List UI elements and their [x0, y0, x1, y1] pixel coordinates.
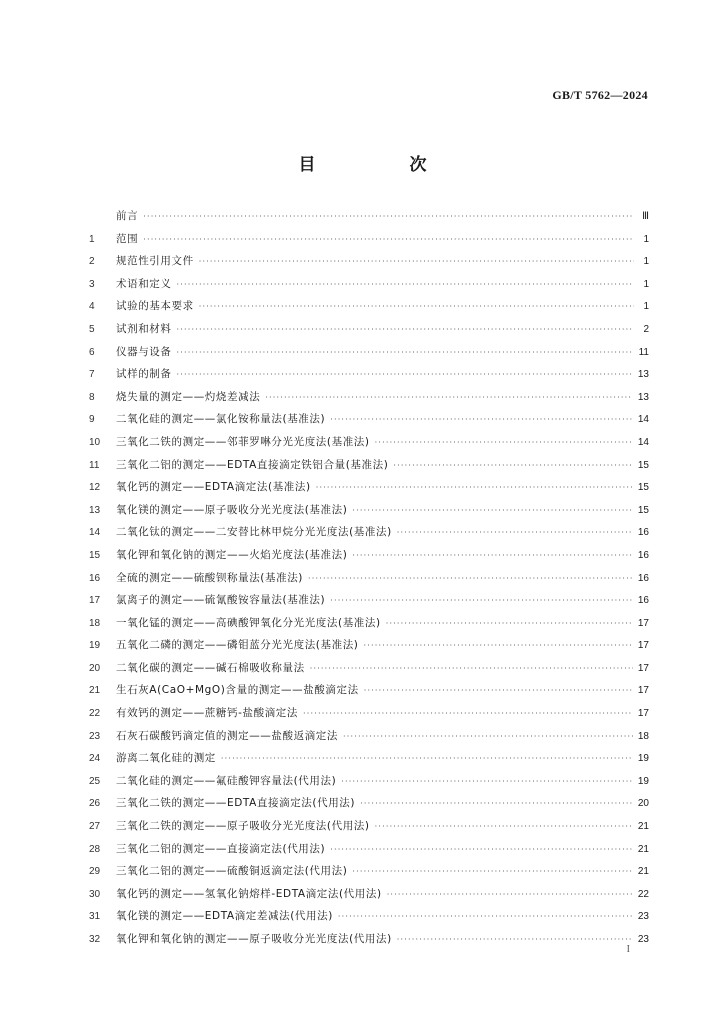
toc-entry-page: 16 — [637, 527, 649, 539]
toc-entry[interactable] — [89, 250, 649, 273]
toc-entry[interactable] — [89, 521, 649, 544]
toc-entry[interactable] — [89, 679, 649, 702]
toc-entry-page: 14 — [637, 414, 649, 426]
toc-entry-title: 三氧化二铁的测定——EDTA直接滴定法(代用法) — [116, 797, 356, 810]
toc-dot-leader — [310, 658, 633, 681]
toc-dot-leader — [352, 545, 632, 568]
toc-entry[interactable] — [89, 295, 649, 318]
toc-entry-title: 氧化钾和氧化钠的测定——原子吸收分光光度法(代用法) — [116, 933, 392, 945]
toc-entry[interactable] — [89, 612, 649, 635]
toc-dot-leader — [265, 387, 633, 410]
toc-entry-page: 1 — [643, 301, 649, 313]
toc-entry-number: 7 — [89, 369, 95, 381]
toc-entry-title: 术语和定义 — [116, 277, 172, 290]
toc-entry[interactable] — [89, 815, 649, 838]
toc-entry-page: 16 — [637, 572, 649, 584]
toc-entry-number: 15 — [89, 549, 101, 561]
toc-entry[interactable] — [89, 499, 649, 522]
toc-entry-page: 17 — [637, 617, 649, 629]
toc-entry-page: 11 — [638, 346, 649, 358]
toc-entry-title: 规范性引用文件 — [116, 255, 194, 268]
toc-dot-leader — [221, 748, 633, 771]
toc-entry-number: 6 — [89, 346, 95, 358]
toc-entry-number: 17 — [89, 595, 101, 607]
toc-dot-leader — [338, 906, 633, 929]
toc-entry-title: 氧化钾和氧化钠的测定——火焰光度法(基准法) — [116, 548, 348, 561]
toc-entry[interactable] — [89, 589, 649, 612]
toc-entry-page: 21 — [637, 843, 649, 855]
toc-entry-page: 1 — [643, 233, 649, 245]
toc-dot-leader — [177, 319, 635, 342]
toc-entry-title: 二氧化硅的测定——氯化铵称量法(基准法) — [116, 413, 326, 426]
toc-entry-page: 15 — [637, 504, 649, 516]
toc-entry-title: 氧化钙的测定——EDTA滴定法(基准法) — [116, 481, 311, 494]
toc-dot-leader — [341, 771, 633, 794]
toc-dot-leader — [364, 680, 633, 703]
toc-entry[interactable] — [89, 363, 649, 386]
toc-entry-page: 17 — [637, 662, 649, 674]
toc-entry-title: 生石灰A(CaO+MgO)含量的测定——盐酸滴定法 — [116, 684, 359, 697]
toc-entry[interactable] — [89, 883, 649, 906]
toc-entry-number: 27 — [89, 821, 101, 833]
toc-entry[interactable] — [89, 770, 649, 793]
toc-entry[interactable] — [89, 318, 649, 341]
toc-entry-number: 10 — [89, 436, 101, 448]
toc-entry[interactable] — [89, 386, 649, 409]
standard-number: GB/T 5762—2024 — [552, 88, 648, 102]
toc-entry[interactable] — [89, 725, 649, 748]
toc-entry[interactable] — [89, 860, 649, 883]
toc-entry-number: 20 — [89, 662, 101, 674]
toc-entry-title: 石灰石碳酸钙滴定值的测定——盐酸返滴定法 — [116, 729, 338, 742]
toc-dot-leader — [330, 590, 633, 613]
toc-entry[interactable] — [89, 273, 649, 296]
toc-dot-leader — [330, 409, 633, 432]
toc-entry-title: 氧化钙的测定——氢氧化钠熔样-EDTA滴定法(代用法) — [116, 887, 382, 900]
toc-entry-title: 三氧化二铝的测定——EDTA直接滴定铁铝合量(基准法) — [116, 458, 389, 471]
toc-dot-leader — [352, 861, 632, 884]
toc-entry-page: 1 — [643, 278, 649, 290]
toc-entry-number: 12 — [89, 482, 101, 494]
toc-entry-page: 15 — [637, 482, 649, 494]
toc-list — [89, 205, 649, 951]
toc-entry[interactable] — [89, 747, 649, 770]
toc-entry-page: 1 — [643, 256, 649, 268]
toc-entry-title: 二氧化钛的测定——二安替比林甲烷分光光度法(基准法) — [116, 526, 392, 539]
toc-entry-title: 氧化镁的测定——原子吸收分光光度法(基准法) — [116, 503, 348, 516]
toc-entry-number: 18 — [89, 617, 101, 629]
toc-dot-leader — [143, 206, 634, 229]
toc-entry-number: 4 — [89, 301, 95, 313]
toc-entry-title: 三氧化二铝的测定——硫酸铜返滴定法(代用法) — [116, 865, 348, 878]
toc-dot-leader — [386, 613, 633, 636]
toc-entry-page: 16 — [637, 595, 649, 607]
toc-dot-leader — [352, 500, 632, 523]
toc-entry-page: 17 — [637, 640, 649, 652]
toc-entry-page: 16 — [637, 549, 649, 561]
toc-entry-number: 14 — [89, 527, 101, 539]
toc-entry-title: 二氧化碳的测定——碱石棉吸收称量法 — [116, 661, 305, 674]
toc-entry-number: 19 — [89, 640, 101, 652]
toc-entry-number: 3 — [89, 278, 95, 290]
toc-entry-title: 范围 — [116, 232, 139, 245]
toc-entry-number: 23 — [89, 730, 101, 742]
toc-dot-leader — [177, 364, 633, 387]
toc-entry-number: 11 — [89, 459, 100, 471]
toc-entry-title: 三氧化二铁的测定——邻菲罗啉分光光度法(基准法) — [116, 435, 370, 448]
toc-entry-number: 21 — [89, 685, 101, 697]
toc-entry-title: 仪器与设备 — [116, 345, 172, 358]
toc-dot-leader — [360, 793, 633, 816]
toc-entry-number: 24 — [89, 753, 101, 765]
toc-entry[interactable] — [89, 408, 649, 431]
toc-entry[interactable] — [89, 905, 649, 928]
toc-dot-leader — [177, 342, 634, 365]
toc-entry[interactable] — [89, 792, 649, 815]
toc-entry-page: 18 — [637, 730, 649, 742]
toc-entry-title: 一氧化锰的测定——高碘酸钾氧化分光光度法(基准法) — [116, 616, 381, 629]
toc-entry-number: 25 — [89, 775, 101, 787]
toc-entry[interactable] — [89, 634, 649, 657]
toc-dot-leader — [387, 884, 633, 907]
toc-entry-title: 试剂和材料 — [116, 322, 172, 335]
toc-entry-title: 烧失量的测定——灼烧差减法 — [116, 390, 261, 403]
toc-entry-title: 三氧化二铝的测定——直接滴定法(代用法) — [116, 842, 326, 855]
toc-entry[interactable] — [89, 431, 649, 454]
toc-entry[interactable] — [89, 228, 649, 251]
toc-entry-title: 氧化镁的测定——EDTA滴定差减法(代用法) — [116, 910, 333, 923]
toc-entry-number: 9 — [89, 414, 95, 426]
toc-entry-page: 13 — [637, 391, 649, 403]
toc-entry-number: 26 — [89, 798, 101, 810]
toc-entry-title: 二氧化硅的测定——氟硅酸钾容量法(代用法) — [116, 774, 337, 787]
toc-dot-leader — [393, 455, 632, 478]
toc-entry-number: 29 — [89, 866, 101, 878]
page-title: 目 次 — [298, 155, 471, 175]
toc-dot-leader — [397, 522, 633, 545]
toc-entry-number: 28 — [89, 843, 101, 855]
toc-entry-page: 17 — [637, 685, 649, 697]
toc-entry-number: 32 — [89, 934, 101, 945]
toc-entry-number: 31 — [89, 911, 101, 923]
toc-entry[interactable] — [89, 657, 649, 680]
toc-entry[interactable] — [89, 928, 649, 951]
toc-entry-page: 19 — [637, 753, 649, 765]
toc-entry-page: 23 — [637, 934, 649, 945]
page-number: I — [626, 944, 630, 955]
toc-entry-page: 21 — [637, 821, 649, 833]
toc-dot-leader — [308, 568, 633, 591]
toc-dot-leader — [303, 703, 633, 726]
toc-entry-title: 试验的基本要求 — [116, 300, 194, 313]
toc-dot-leader — [143, 229, 634, 252]
toc-entry-page: 2 — [643, 323, 649, 335]
toc-entry-page: Ⅲ — [642, 211, 649, 222]
toc-dot-leader — [199, 251, 634, 274]
toc-entry-title: 氯离子的测定——硫氰酸铵容量法(基准法) — [116, 594, 326, 607]
toc-entry-title: 三氧化二铁的测定——原子吸收分光光度法(代用法) — [116, 820, 370, 833]
toc-dot-leader — [316, 477, 633, 500]
toc-entry[interactable] — [89, 476, 649, 499]
toc-dot-leader — [177, 274, 635, 297]
toc-dot-leader — [343, 726, 633, 749]
toc-entry-page: 21 — [637, 866, 649, 878]
toc-entry-title: 试样的制备 — [116, 368, 172, 381]
toc-entry[interactable] — [89, 702, 649, 725]
toc-entry[interactable] — [89, 838, 649, 861]
toc-dot-leader — [199, 296, 634, 319]
toc-entry-page: 19 — [637, 775, 649, 787]
toc-entry-page: 15 — [637, 459, 649, 471]
toc-entry-number: 2 — [89, 256, 95, 268]
toc-entry-number: 13 — [89, 504, 101, 516]
toc-entry-title: 全硫的测定——硫酸钡称量法(基准法) — [116, 571, 303, 584]
toc-dot-leader — [397, 929, 633, 952]
toc-entry-title: 五氧化二磷的测定——磷钼蓝分光光度法(基准法) — [116, 639, 359, 652]
toc-entry-number: 30 — [89, 888, 101, 900]
toc-entry-page: 13 — [637, 369, 649, 381]
toc-entry[interactable] — [89, 341, 649, 364]
toc-entry[interactable] — [89, 205, 649, 228]
toc-entry-page: 17 — [637, 708, 649, 720]
toc-dot-leader — [375, 432, 633, 455]
toc-entry-title: 前言 — [116, 210, 139, 222]
toc-entry-number: 16 — [89, 572, 101, 584]
toc-entry[interactable] — [89, 567, 649, 590]
toc-entry-number: 5 — [89, 323, 95, 335]
toc-entry-number: 22 — [89, 708, 101, 720]
toc-entry-title: 游离二氧化硅的测定 — [116, 752, 216, 765]
toc-dot-leader — [375, 816, 633, 839]
toc-entry[interactable] — [89, 454, 649, 477]
toc-entry[interactable] — [89, 544, 649, 567]
toc-entry-number: 1 — [89, 233, 95, 245]
toc-dot-leader — [330, 839, 633, 862]
toc-entry-title: 有效钙的测定——蔗糖钙-盐酸滴定法 — [116, 707, 298, 720]
toc-dot-leader — [364, 635, 633, 658]
toc-entry-page: 20 — [637, 798, 649, 810]
toc-entry-page: 23 — [637, 911, 649, 923]
toc-entry-page: 22 — [637, 888, 649, 900]
toc-entry-number: 8 — [89, 391, 95, 403]
toc-entry-page: 14 — [637, 436, 649, 448]
